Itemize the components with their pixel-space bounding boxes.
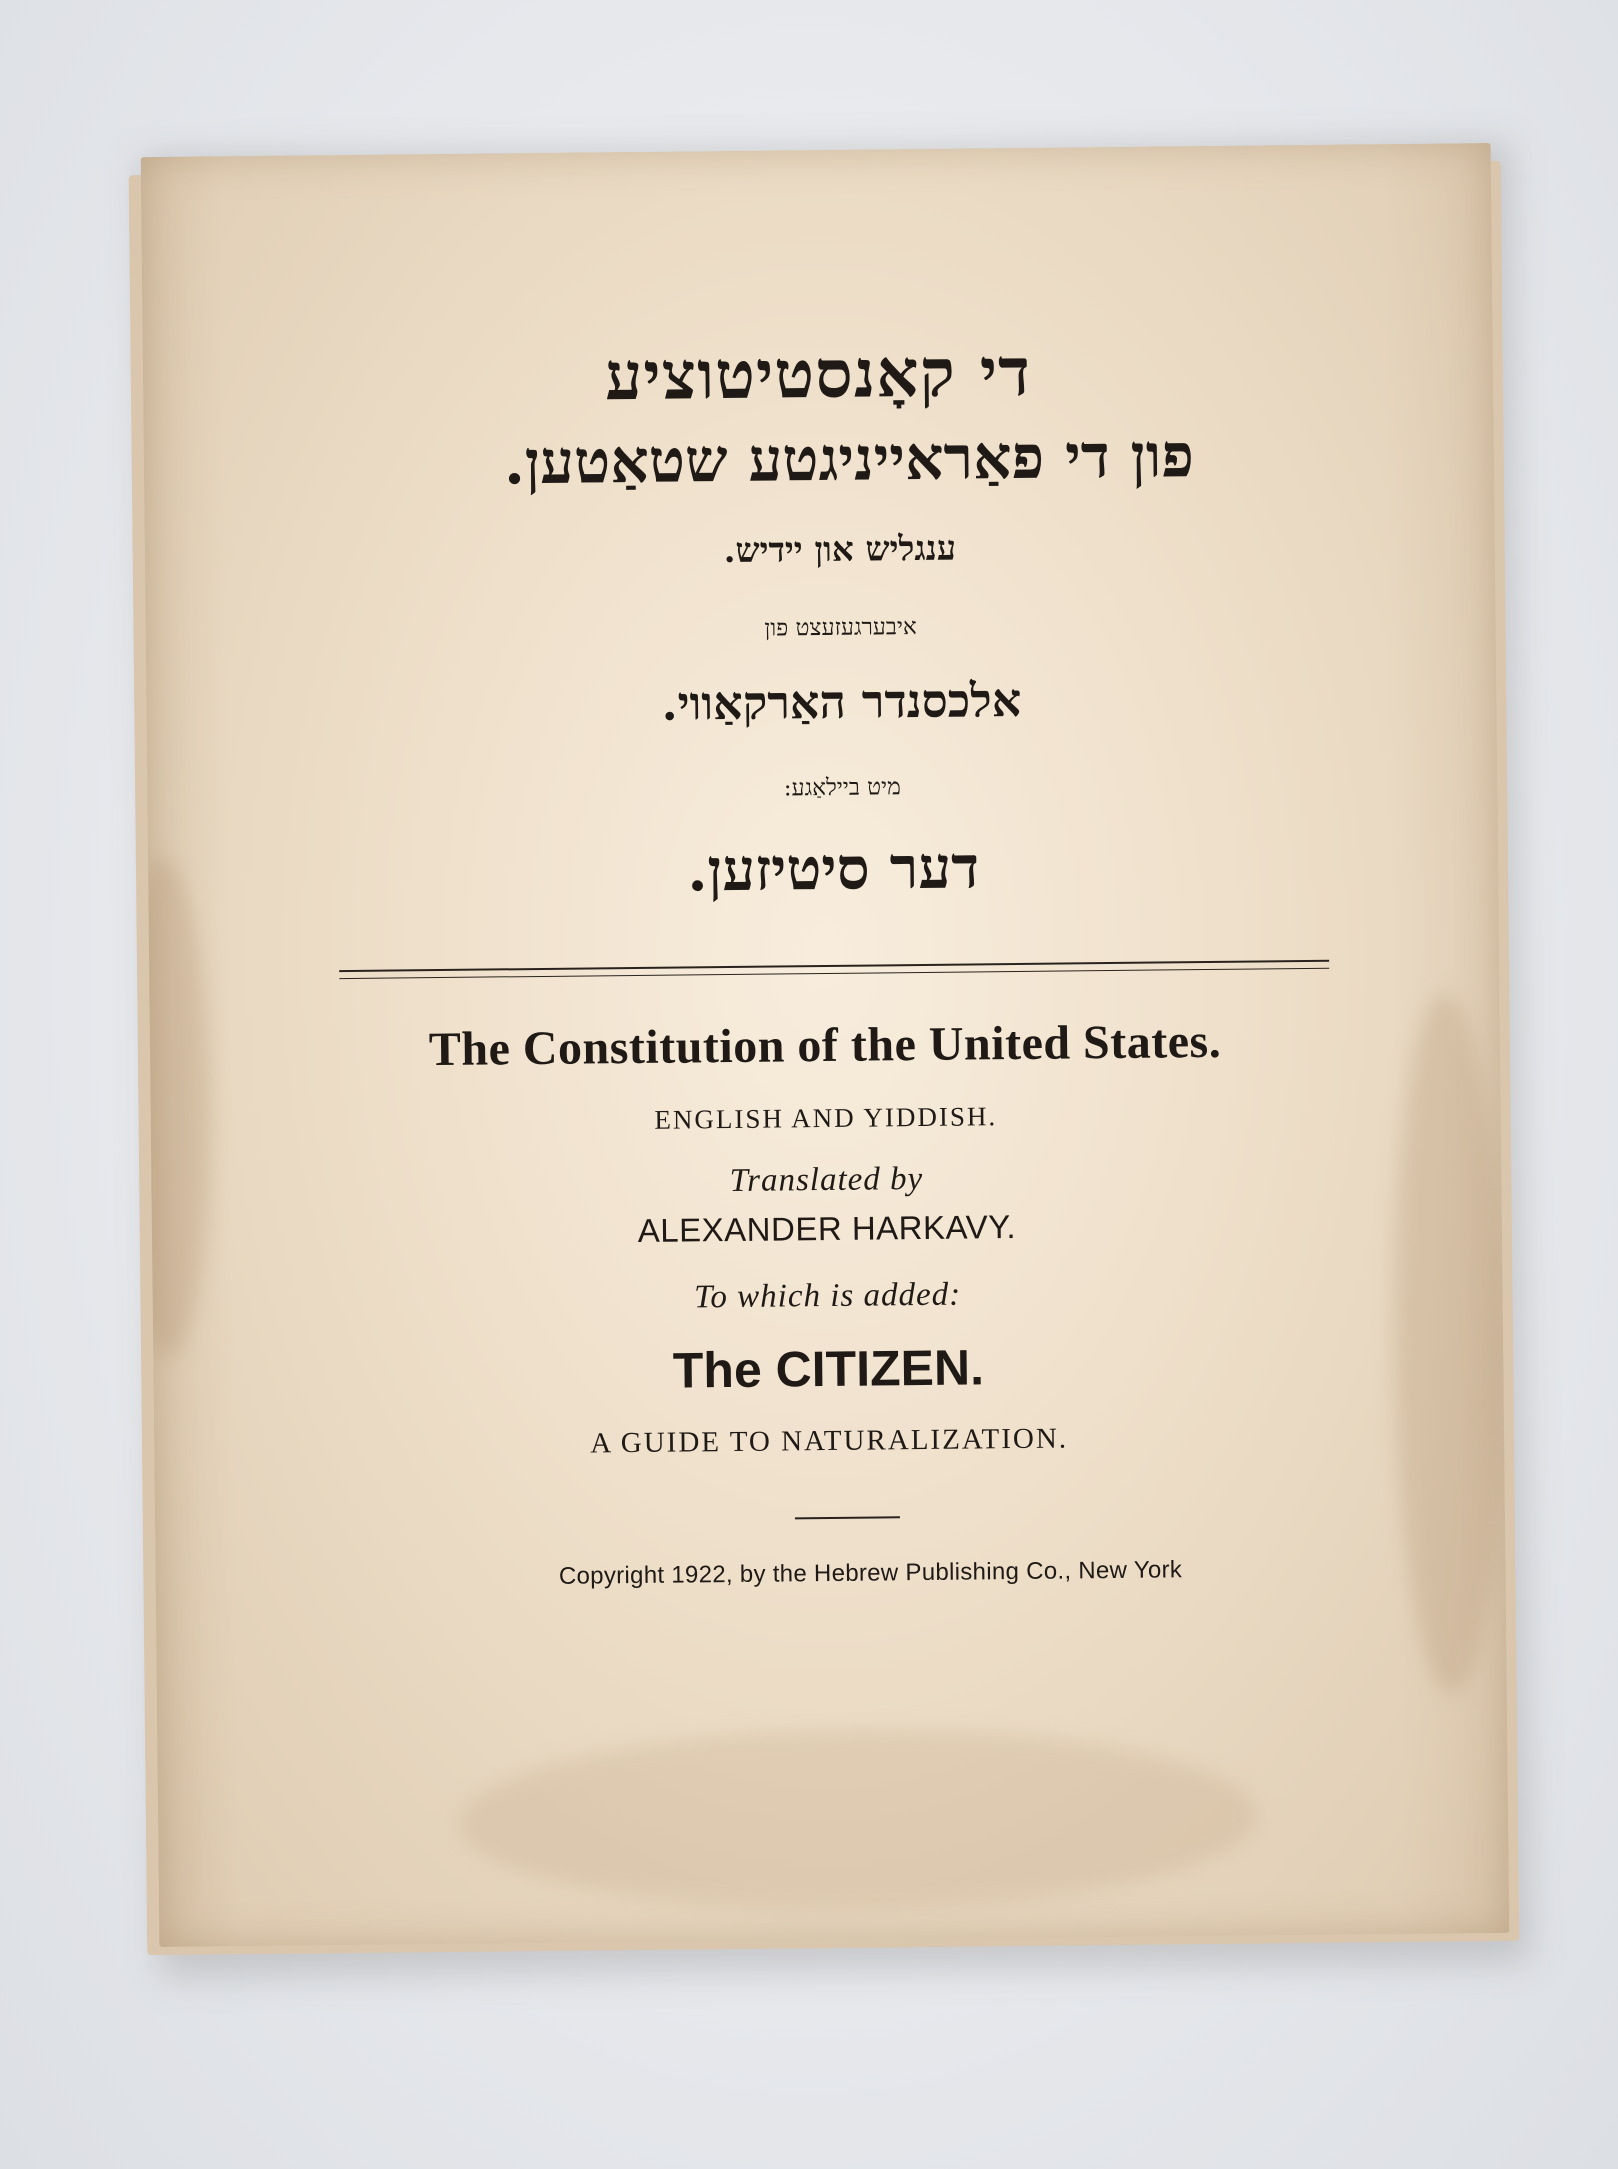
bottom-stain: [457, 1726, 1259, 1914]
yiddish-title-line1: די קאָנסטיטוציע: [604, 332, 1032, 416]
left-edge-stain: [141, 856, 214, 1357]
english-languages: ENGLISH AND YIDDISH.: [654, 1101, 998, 1135]
english-added-subtitle: A GUIDE TO NATURALIZATION.: [590, 1422, 1069, 1460]
yiddish-languages: ענגליש און יידיש.: [723, 528, 957, 572]
yiddish-title-line2: פון די פאַראייניגטע שטאַטען.: [503, 421, 1195, 499]
yiddish-translated-by: איבערגעזעצט פון: [764, 614, 917, 642]
english-translated-by: Translated by: [729, 1160, 924, 1200]
short-divider: [795, 1516, 900, 1519]
english-added-title: The CITIZEN.: [672, 1339, 985, 1399]
yiddish-supplement-intro: מיט ביילאַגע:: [783, 774, 901, 802]
yiddish-translator: אלכסנדר האַרקאַווי.: [661, 672, 1022, 731]
english-added-intro: To which is added:: [693, 1276, 962, 1316]
english-title: The Constitution of the United States.: [428, 1014, 1222, 1077]
yiddish-supplement-title: דער סיטיזען.: [686, 833, 980, 905]
booklet-cover: [141, 143, 1510, 1947]
copyright-line: Copyright 1922, by the Hebrew Publishing Co., New York: [558, 1556, 1183, 1590]
english-translator: ALEXANDER HARKAVY.: [637, 1208, 1017, 1249]
